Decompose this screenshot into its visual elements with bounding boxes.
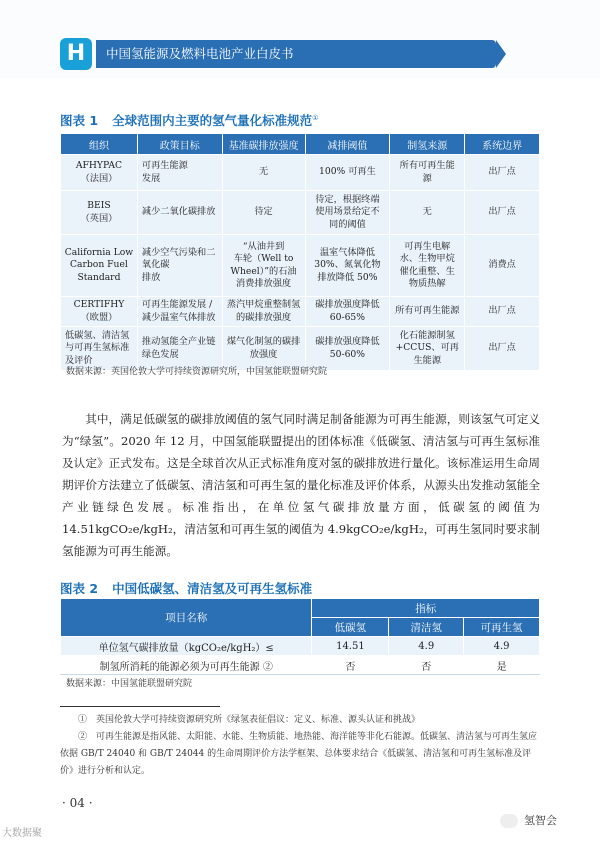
- table1-cell: 可再生能源发展 / 减少温室气体排放: [137, 297, 222, 327]
- hydrogen-standards-table: [60, 133, 540, 371]
- table1-cell: 所有可再生能源: [390, 297, 465, 327]
- table1-row: [61, 235, 540, 297]
- table1-header-cell: 政策目标: [137, 134, 222, 155]
- table1-cell: 化石能源制氢 +CCUS、可再 生能源: [390, 327, 465, 371]
- wechat-icon: [500, 814, 518, 828]
- table1-cell: CERTIFHY （欧盟）: [61, 297, 138, 327]
- table1-cell: 出厂点: [465, 155, 540, 191]
- table2-row-name: 单位氢气碳排放量（kgCO₂e/kgH₂）≤: [61, 637, 312, 656]
- table1-cell: 可再生电解 水、生物甲烷 催化重整、生 物质热解: [390, 235, 465, 297]
- table1-source: 数据来源：英国伦敦大学可持续资源研究所，中国氢能联盟研究院: [66, 367, 328, 377]
- table1-cell: 推动氢能全产业链 绿色发展: [137, 327, 222, 371]
- table2-subheader: 低碳氢: [312, 618, 389, 637]
- table2-cell: 是: [464, 656, 540, 675]
- table1-cell: 无: [390, 191, 465, 235]
- table2-cell: 4.9: [464, 637, 540, 656]
- table1-header-cell: 制氢来源: [390, 134, 465, 155]
- table1-cell: 碳排放强度降低 50-60%: [305, 327, 390, 371]
- table1-header-cell: 基准碳排放强度: [222, 134, 305, 155]
- table1-cell: California Low Carbon Fuel Standard: [61, 235, 138, 297]
- body-paragraph: [62, 408, 540, 562]
- table1-cell: 所有可再生能 源: [390, 155, 465, 191]
- table2-cell: 否: [312, 656, 389, 675]
- page-number: · 04 ·: [62, 796, 93, 810]
- watermark-right: [500, 812, 557, 828]
- table1-cell: 碳排放强度降低 60-65%: [305, 297, 390, 327]
- table1-label: 图表 1: [60, 113, 99, 128]
- table2-title: 中国低碳氢、清洁氢及可再生氢标准: [112, 581, 313, 596]
- table1-header-cell: 组织: [61, 134, 138, 155]
- watermark-left: 大数据聚: [2, 828, 42, 839]
- table1-title: 全球范围内主要的氢气量化标准规范: [112, 113, 313, 128]
- table2-caption: [60, 579, 540, 597]
- table1-cell: 出厂点: [465, 191, 540, 235]
- table2-cell: 14.51: [312, 637, 389, 656]
- footnote-1: ① 英国伦敦大学可持续资源研究所《绿氢表征倡议：定义、标准、源头认证和挑战》: [78, 715, 421, 725]
- table1-cell: 蒸汽甲烷重整制氢 的碳排放强度: [222, 297, 305, 327]
- table2-source: 数据来源：中国氢能联盟研究院: [66, 679, 193, 689]
- table2-label: 图表 2: [60, 581, 99, 596]
- body-text: 其中，满足低碳氢的碳排放阈值的氢气同时满足制备能源为可再生能源，则该氢气可定义为“绿氢”。2020 年 12 月，中国氢能联盟提出的团体标准《低碳氢、清洁氢与可再生氢标准及认定》正式发布。这是全球首次从正式标准角度对氢的碳排放进行量化。该标准运用生命周期评价方法建立了低碳氢、清洁氢和可再生氢的量化标准及评价体系，从源头出发推动氢能全产业链绿色发展。标准指出，在单位氢气碳排放量方面，低碳氢的阈值为 14.51kgCO₂e/kgH₂，清洁氢和可再生氢的阈值为 4.9kgCO₂e/kgH₂，可再生氢同时要求制氢能源为可再生能源。: [62, 412, 540, 558]
- table1-cell: 消费点: [465, 235, 540, 297]
- table1-note-mark: ①: [312, 113, 319, 122]
- table1-cell: 可再生能源 发展: [137, 155, 222, 191]
- header-title: 中国氢能源及燃料电池产业白皮书: [96, 40, 496, 68]
- table2-subheader: 可再生氢: [464, 618, 540, 637]
- watermark-right-text: 氢智会: [524, 814, 557, 827]
- table2-cell: 否: [389, 656, 464, 675]
- table1-cell: AFHYPAC （法国）: [61, 155, 138, 191]
- table1-cell: 100% 可再生: [305, 155, 390, 191]
- table1-header-cell: 系统边界: [465, 134, 540, 155]
- table1-header-cell: 减排阈值: [305, 134, 390, 155]
- table1-cell: 低碳氢、清洁氢 与可再生氢标准 及评价: [61, 327, 138, 371]
- table1-row: [61, 155, 540, 191]
- table2-subheader: 清洁氢: [389, 618, 464, 637]
- china-hydrogen-standard-table: [60, 598, 540, 675]
- table2-group-header: 指标: [312, 599, 540, 618]
- table1-cell: 待定，根据终端 使用场景给定不 同的阈值: [305, 191, 390, 235]
- table2-item-header: 项目名称: [61, 599, 312, 637]
- table1-cell: 温室气体降低 30%、氮氧化物 排放降低 50%: [305, 235, 390, 297]
- table1-cell: 出厂点: [465, 297, 540, 327]
- table1-row: [61, 297, 540, 327]
- table1-cell: 出厂点: [465, 327, 540, 371]
- table1-row: [61, 191, 540, 235]
- table1-cell: 待定: [222, 191, 305, 235]
- table2-row-name: 制氢所消耗的能源必须为可再生能源 ②: [61, 656, 312, 675]
- table1-caption: [60, 111, 540, 129]
- table1-cell: 减少二氧化碳排放: [137, 191, 222, 235]
- table2-cell: 4.9: [389, 637, 464, 656]
- footnote-divider: [60, 706, 220, 707]
- table1-cell: 无: [222, 155, 305, 191]
- table1-cell: “从油井到 车轮（Well to Wheel）”的石油 消费排放强度: [222, 235, 305, 297]
- hydrogen-logo-icon: H: [60, 38, 92, 70]
- table1-cell: BEIS （英国）: [61, 191, 138, 235]
- table1-cell: 减少空气污染和二 氧化碳 排放: [137, 235, 222, 297]
- table1-cell: 煤气化制氢的碳排 放强度: [222, 327, 305, 371]
- footnote-2: ② 可再生能源是指风能、太阳能、水能、生物质能、地热能、海洋能等非化石能源。低碳氢、清洁氢与可再生氢应依据 GB/T 24040 和 GB/T 24044 的生命周期评价方法学框架、总体要求结合《低碳氢、清洁氢和可再生氢标准及评价》进行分析和认定。: [60, 732, 538, 776]
- footnotes: [60, 712, 540, 780]
